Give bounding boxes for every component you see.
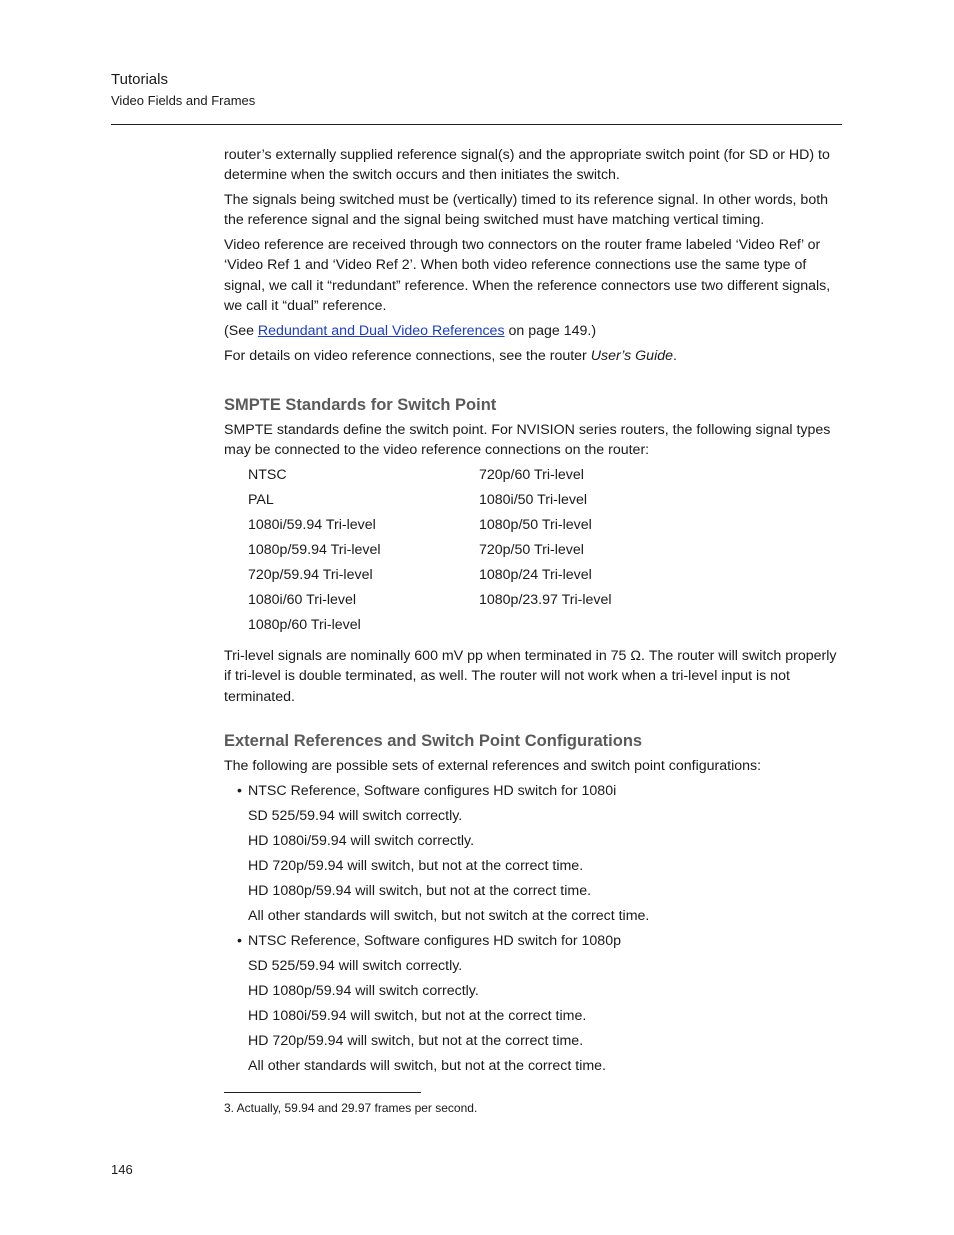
signal-type-cell: 720p/60 Tri-level [479, 467, 584, 484]
signal-type-cell: 1080p/60 Tri-level [248, 617, 361, 634]
signal-type-cell: 1080p/24 Tri-level [479, 567, 592, 584]
intro-paragraph-2: The signals being switched must be (vertically) timed to its reference signal. In other words, both the reference signal and the signal being switched must have matching vertical timing. [224, 192, 829, 229]
config-result-line: HD 720p/59.94 will switch, but not at the correct time. [248, 1032, 584, 1049]
see-prefix: (See [224, 322, 258, 339]
signal-types-table [248, 465, 844, 640]
header-divider [111, 124, 842, 125]
details-suffix: . [673, 347, 677, 364]
bullet-icon: • [237, 782, 242, 799]
footnote: 3. Actually, 59.94 and 29.97 frames per second. [224, 1101, 478, 1115]
see-suffix: on page 149.) [504, 322, 597, 339]
signal-type-cell: 1080i/59.94 Tri-level [248, 517, 376, 534]
signal-type-cell: 1080p/59.94 Tri-level [248, 542, 381, 559]
smpte-intro: SMPTE standards define the switch point. For NVISION series routers, the following signal types may be connected to the video reference connections on the router: [224, 421, 831, 459]
config-result-line: HD 1080i/59.94 will switch, but not at the correct time. [248, 1007, 587, 1024]
page-number: 146 [111, 1162, 133, 1177]
signal-type-cell [479, 615, 679, 640]
signal-type-cell: 1080i/60 Tri-level [248, 592, 357, 609]
details-prefix: For details on video reference connections, see the router [224, 347, 591, 364]
details-paragraph [224, 346, 844, 366]
config-result-line: HD 720p/59.94 will switch, but not at the correct time. [248, 857, 584, 874]
bullet-icon: • [237, 932, 242, 949]
page-body [224, 145, 844, 1081]
config-result-line: HD 1080p/59.94 will switch correctly. [248, 982, 479, 999]
config-bullet-title: NTSC Reference, Software configures HD switch for 1080i [248, 782, 617, 799]
config-bullet-title: NTSC Reference, Software configures HD switch for 1080p [248, 932, 621, 949]
signal-type-cell: 720p/59.94 Tri-level [248, 567, 373, 584]
signal-type-cell: 1080p/23.97 Tri-level [479, 592, 612, 609]
external-references-heading: External References and Switch Point Configurations [224, 731, 643, 750]
configuration-list [224, 781, 844, 1081]
footnote-divider [224, 1092, 421, 1093]
signal-type-cell: 720p/50 Tri-level [479, 542, 584, 559]
config-result-line: HD 1080i/59.94 will switch correctly. [248, 832, 475, 849]
running-header-title: Tutorials [111, 71, 168, 88]
users-guide-title: User’s Guide [590, 347, 674, 364]
see-also-paragraph [224, 321, 844, 341]
config-result-line: All other standards will switch, but not at the correct time. [248, 1057, 606, 1074]
tri-level-note: Tri-level signals are nominally 600 mV pp when terminated in 75 Ω. The router will switch properly if tri-level is double terminated, as well. The router will not work when a tri-level input is not terminated. [224, 648, 837, 705]
signal-type-cell: 1080i/50 Tri-level [479, 492, 588, 509]
config-result-line: All other standards will switch, but not switch at the correct time. [248, 907, 650, 924]
intro-paragraph-1: router’s externally supplied reference signal(s) and the appropriate switch point (for SD or HD) to determine when the switch occurs and then initiates the switch. [224, 147, 830, 184]
signal-type-cell: 1080p/50 Tri-level [479, 517, 592, 534]
config-bullet [224, 781, 844, 806]
signal-type-cell: NTSC [248, 467, 287, 484]
redundant-dual-reference-link[interactable]: Redundant and Dual Video References [257, 322, 505, 339]
config-bullet [224, 931, 844, 956]
signal-type-cell: PAL [248, 492, 274, 509]
intro-paragraph-3: Video reference are received through two connectors on the router frame labeled ‘Video Ref’ or ‘Video Ref 1 and ‘Video Ref 2’. When both video reference connections use the same type of signal, we call it “redundant” reference. When the reference connectors use two different signals, we call it “dual” reference. [224, 237, 831, 315]
external-intro: The following are possible sets of external references and switch point configurations: [224, 757, 762, 774]
config-result-line: SD 525/59.94 will switch correctly. [248, 807, 463, 824]
smpte-heading: SMPTE Standards for Switch Point [224, 395, 497, 414]
running-header-subtitle: Video Fields and Frames [111, 93, 256, 108]
config-result-line: SD 525/59.94 will switch correctly. [248, 957, 463, 974]
config-result-line: HD 1080p/59.94 will switch, but not at the correct time. [248, 882, 592, 899]
